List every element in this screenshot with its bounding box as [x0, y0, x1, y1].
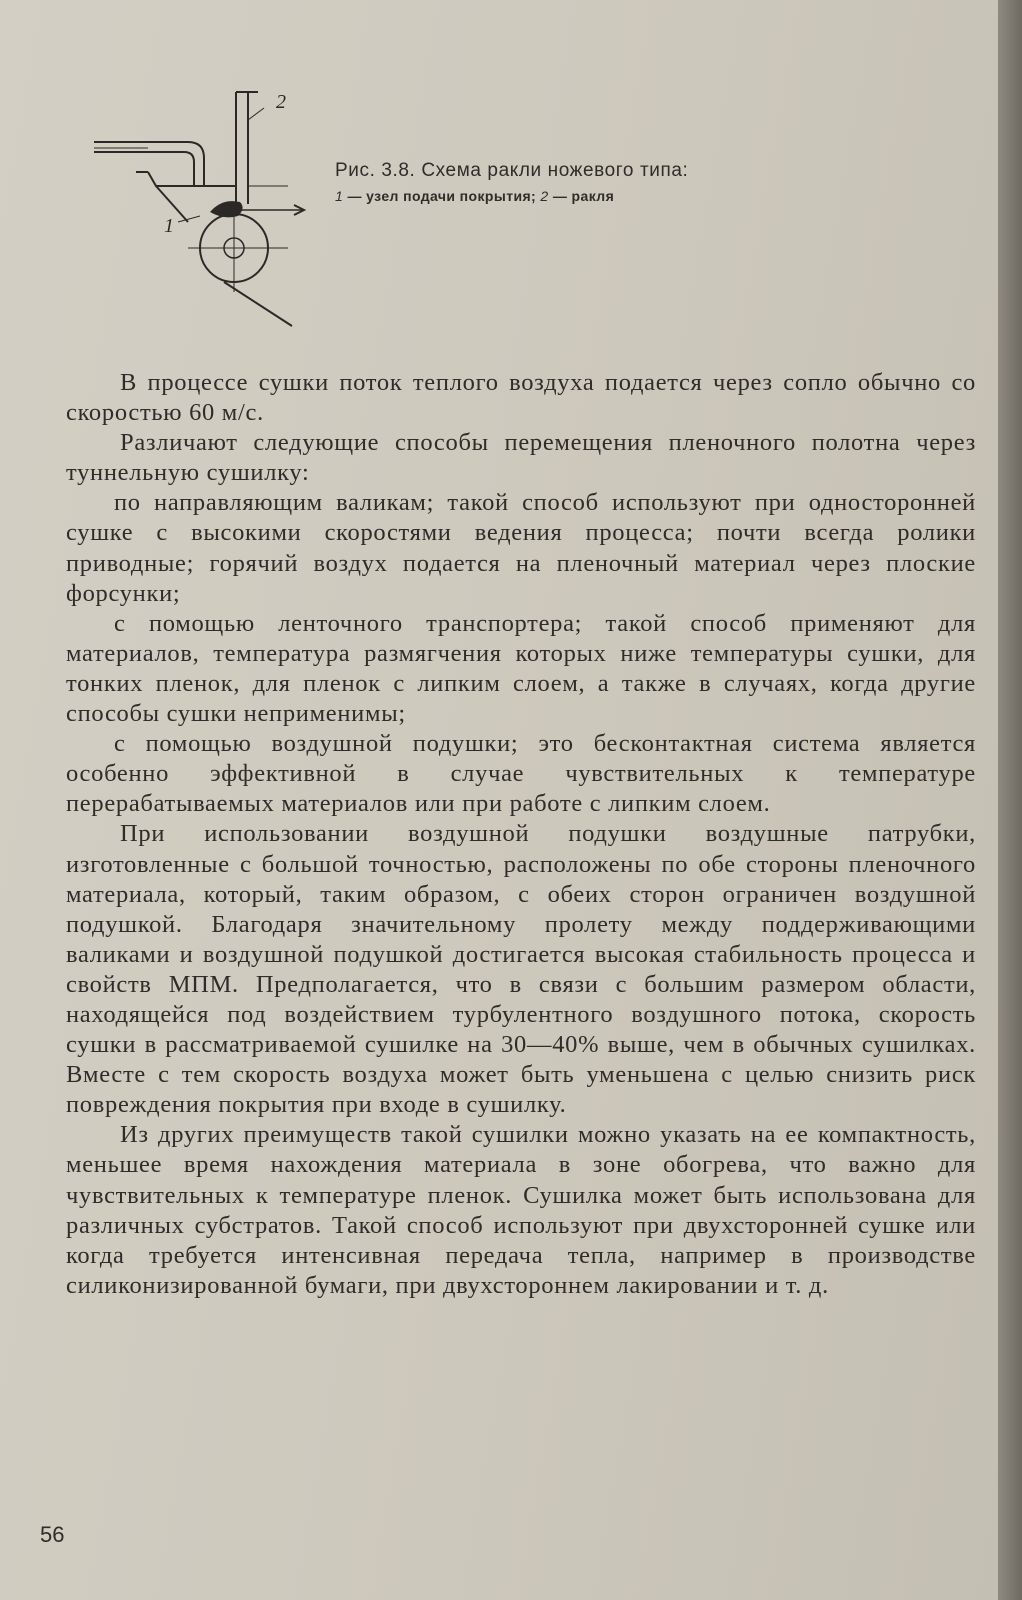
legend-2-number: 2 [540, 188, 549, 204]
paragraph-guide-rollers: по направляющим валикам; такой способ используют при односторонней сушке с высокими скоростями ведения процесса; почти всегда ролики приводные; горячий воздух подается на пленочный материал через плоские форсунки; [66, 489, 976, 607]
paragraph-air-cushion: с помощью воздушной подушки; это бесконтактная система является особенно эффективной в случае чувствительных к температуре перерабатываемых материалов или при работе с липким слоем. [66, 730, 976, 818]
page-number: 56 [40, 1522, 65, 1547]
paragraph-belt-conveyor: с помощью ленточного транспортера; такой способ применяют для материалов, температура размягчения которых ниже температуры сушки, для тонких пленок, для пленок с липким слоем, а также в случаях, когда другие способы сушки неприменимы; [66, 609, 976, 728]
figure-caption [335, 160, 855, 204]
paragraph-transport-methods-intro: Различают следующие способы перемещения пленочного полотна через туннельную сушилку: [66, 429, 976, 487]
paragraph-dryer-advantages: Из других преимуществ такой сушилки можно указать на ее компактность, меньшее время нахождения материала в зоне обогрева, что важно для чувствительных к температуре пленок. Сушилка может быть использована для различных субстратов. Такой способ используют при двухсторонней сушке или когда требуется интенсивная передача тепла, например в производстве силиконизированной бумаги, при двухстороннем лакировании и т. д. [66, 1121, 976, 1299]
figure-caption-legend [335, 188, 855, 204]
main-text [66, 368, 976, 1301]
legend-1-text: — узел подачи покрытия; [343, 188, 541, 204]
doctor-blade-diagram [88, 86, 318, 338]
figure-label-1: 1 [164, 215, 174, 237]
figure-caption-title: Рис. 3.8. Схема ракли ножевого типа: [335, 160, 689, 181]
legend-1-number: 1 [335, 188, 344, 204]
legend-2-text: — ракля [548, 188, 615, 204]
figure-label-2: 2 [276, 91, 286, 113]
page-edge [998, 0, 1022, 1600]
figure-knife-doctor-schematic [88, 86, 318, 338]
paragraph-drying-airflow: В процессе сушки поток теплого воздуха подается через сопло обычно со скоростью 60 м/с. [66, 369, 976, 427]
paragraph-air-cushion-details: При использовании воздушной подушки воздушные патрубки, изготовленные с большой точностью, расположены по обе стороны пленочного материала, который, таким образом, с обеих сторон ограничен воздушной подушкой. Благодаря значительному пролету между поддерживающими валиками и воздушной подушкой достигается высокая стабильность процесса и свойств МПМ. Предполагается, что в связи с большим размером области, находящейся под воздействием турбулентного воздушного потока, скорость сушки в рассматриваемой сушилке на 30—40% выше, чем в обычных сушилках. Вместе с тем скорость воздуха может быть уменьшена с целью снизить риск повреждения покрытия при входе в сушилку. [66, 820, 976, 1119]
